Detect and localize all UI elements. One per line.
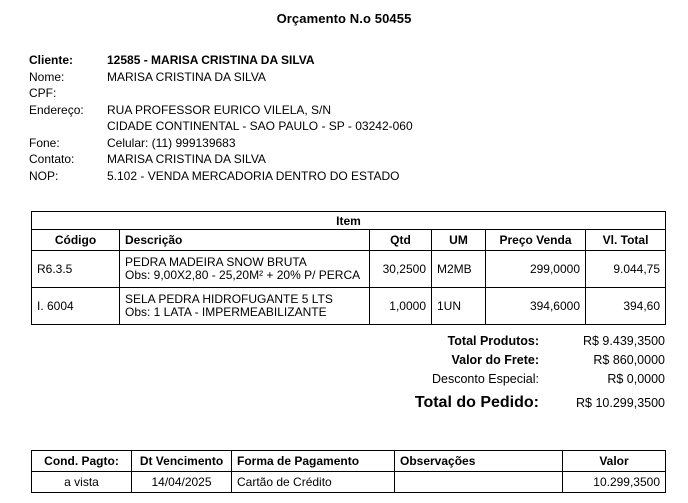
column-header-preco-venda: Preço Venda xyxy=(486,230,586,251)
item-preco-venda: 394,6000 xyxy=(486,288,586,325)
item-um: M2MB xyxy=(432,251,486,288)
item-descricao: SELA PEDRA HIDROFUGANTE 5 LTS xyxy=(125,291,333,306)
table-row xyxy=(32,472,666,493)
column-header-cond-pagto: Cond. Pagto: xyxy=(32,451,132,472)
payment-table-container xyxy=(31,450,665,493)
payment-cond-pagto: a vista xyxy=(32,472,132,493)
customer-label-endereco: Endereço: xyxy=(29,102,84,117)
column-header-observacoes: Observações xyxy=(395,451,563,472)
payment-dt-vencimento: 14/04/2025 xyxy=(132,472,232,493)
column-header-qtd: Qtd xyxy=(370,230,432,251)
table-row xyxy=(32,288,666,325)
customer-info-block xyxy=(29,52,649,184)
table-row xyxy=(32,251,666,288)
customer-value-nop: 5.102 - VENDA MERCADORIA DENTRO DO ESTADO xyxy=(107,168,400,183)
item-descricao: PEDRA MADEIRA SNOW BRUTA xyxy=(125,254,307,269)
item-descricao-cell xyxy=(120,288,370,325)
totals-block xyxy=(300,334,665,418)
column-header-descricao: Descrição xyxy=(120,230,370,251)
valor-frete-label: Valor do Frete: xyxy=(451,353,539,367)
total-produtos-row xyxy=(300,334,665,353)
valor-frete-value: R$ 860,0000 xyxy=(593,353,665,367)
item-codigo: I. 6004 xyxy=(32,288,120,325)
customer-value-contato: MARISA CRISTINA DA SILVA xyxy=(107,152,266,166)
item-codigo: R6.3.5 xyxy=(32,251,120,288)
desconto-especial-label: Desconto Especial: xyxy=(431,372,539,386)
column-header-valor: Valor xyxy=(563,451,666,472)
customer-row-cliente xyxy=(29,52,649,69)
total-produtos-value: R$ 9.439,3500 xyxy=(582,334,665,348)
customer-value-cliente: 12585 - MARISA CRISTINA DA SILVA xyxy=(107,53,315,67)
customer-row-nome xyxy=(29,69,649,86)
items-table-section-header: Item xyxy=(32,212,666,230)
customer-label-cpf: CPF: xyxy=(29,86,57,100)
items-table xyxy=(31,211,666,325)
item-vl-total: 9.044,75 xyxy=(586,251,666,288)
customer-row-contato xyxy=(29,151,649,168)
customer-label-nome: Nome: xyxy=(29,69,65,84)
payment-forma-pagamento: Cartão de Crédito xyxy=(232,472,395,493)
item-preco-venda: 299,0000 xyxy=(486,251,586,288)
column-header-um: UM xyxy=(432,230,486,251)
column-header-dt-vencimento: Dt Vencimento xyxy=(132,451,232,472)
desconto-especial-value: R$ 0,0000 xyxy=(607,372,665,386)
item-qtd: 1,0000 xyxy=(370,288,432,325)
customer-label-fone: Fone: xyxy=(29,135,60,150)
column-header-forma-pagamento: Forma de Pagamento xyxy=(232,451,395,472)
customer-value-cidade: CIDADE CONTINENTAL - SAO PAULO - SP - 03242-060 xyxy=(107,119,413,133)
item-qtd: 30,2500 xyxy=(370,251,432,288)
customer-label-cliente: Cliente: xyxy=(29,53,74,67)
customer-label-contato: Contato: xyxy=(29,152,75,166)
page-title: Orçamento N.o 50455 xyxy=(276,11,412,26)
total-pedido-label: Total do Pedido: xyxy=(414,394,539,411)
column-header-vl-total: Vl. Total xyxy=(586,230,666,251)
total-produtos-label: Total Produtos: xyxy=(447,334,539,348)
items-table-container xyxy=(31,211,665,325)
item-vl-total: 394,60 xyxy=(586,288,666,325)
total-pedido-row xyxy=(300,394,665,418)
customer-value-nome: MARISA CRISTINA DA SILVA xyxy=(107,69,266,84)
payment-valor: 10.299,3500 xyxy=(563,472,666,493)
customer-row-endereco xyxy=(29,102,649,119)
item-um: 1UN xyxy=(432,288,486,325)
customer-row-nop xyxy=(29,168,649,185)
customer-value-fone: Celular: (11) 999139683 xyxy=(107,135,236,150)
total-pedido-value: R$ 10.299,3500 xyxy=(576,396,665,410)
payment-observacoes xyxy=(395,472,563,493)
items-table-section-header-row xyxy=(32,212,666,230)
item-descricao-cell xyxy=(120,251,370,288)
item-observacao: Obs: 9,00X2,80 - 25,20M² + 20% P/ PERCA xyxy=(125,268,361,282)
customer-row-cpf xyxy=(29,85,649,102)
customer-label-nop: NOP: xyxy=(29,168,59,183)
payment-table-header-row xyxy=(32,451,666,472)
payment-table xyxy=(31,450,666,493)
customer-value-endereco: RUA PROFESSOR EURICO VILELA, S/N xyxy=(107,102,332,117)
column-header-codigo: Código xyxy=(32,230,120,251)
customer-row-fone xyxy=(29,135,649,152)
desconto-especial-row xyxy=(300,372,665,391)
valor-frete-row xyxy=(300,353,665,372)
items-table-header-row xyxy=(32,230,666,251)
customer-row-endereco-line2 xyxy=(29,118,649,135)
item-observacao: Obs: 1 LATA - IMPERMEABILIZANTE xyxy=(125,305,327,319)
